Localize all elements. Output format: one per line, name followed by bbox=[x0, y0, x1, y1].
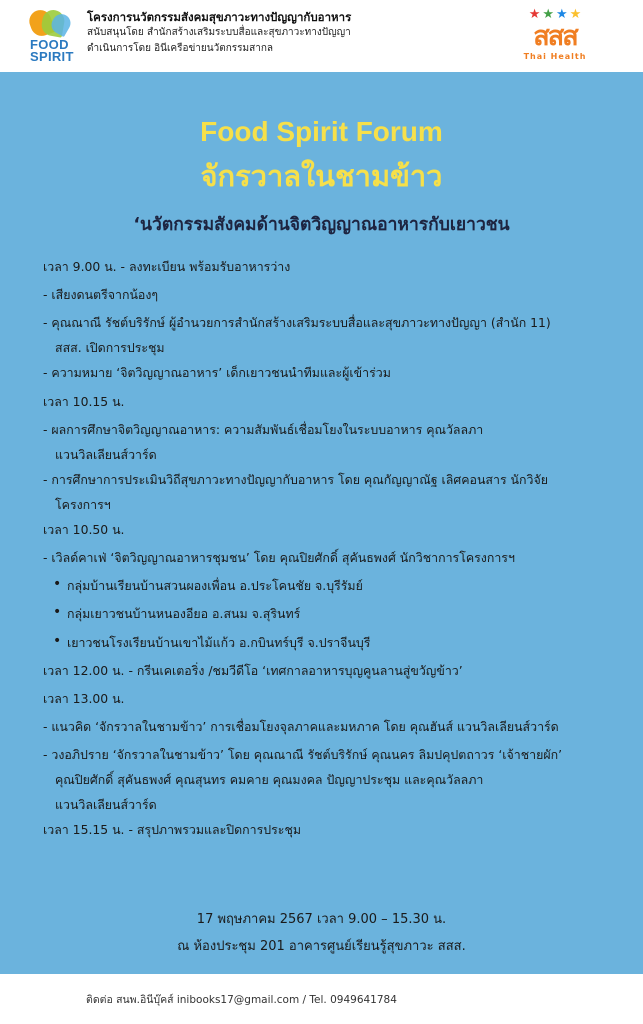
star-icon: ★ bbox=[569, 7, 582, 22]
agenda-text-cont: แวนวิลเลียนส์วาร์ด bbox=[55, 797, 157, 813]
logo-word-spirit: SPIRIT bbox=[30, 49, 74, 64]
agenda-item bbox=[43, 416, 633, 466]
agenda-item: - เสียงดนตรีจากน้องๆ bbox=[43, 287, 159, 303]
event-subtitle: ‘นวัตกรรมสังคมด้านจิตวิญญาณอาหารกับเยาวชน bbox=[133, 215, 510, 235]
supporter-line: สนับสนุนโดย สำนักสร้างเสริมระบบสื่อและสุขภาวะทางปัญญา bbox=[87, 27, 351, 38]
agenda-list bbox=[43, 253, 633, 844]
agenda-item: - แนวคิด ‘จักรวาลในชามข้าว’ การเชื่อมโยงจุลภาคและมหภาค โดย คุณฮันส์ แวนวิลเลียนส์วาร์ด bbox=[43, 719, 559, 735]
agenda-text-cont: โครงการฯ bbox=[55, 496, 111, 512]
agenda-text: - การศึกษาการประเมินวิถีสุขภาวะทางปัญญากับอาหาร โดย คุณกัญญาณัฐ เลิศคอนสาร นักวิจัย bbox=[43, 471, 548, 487]
contact-bar bbox=[0, 974, 643, 1024]
agenda-item: เวลา 12.00 น. - กรีนเคเตอริ่ง /ชมวีดีโอ ‘เทศกาลอาหารบุญคูนลานสู่ขวัญข้าว’ bbox=[43, 662, 463, 678]
agenda-text: - วงอภิปราย ‘จักรวาลในชามข้าว’ โดย คุณณาณี รัชต์บริรักษ์ คุณนคร ลิมปคุปตถาวร ‘เจ้าชายผัก’ bbox=[43, 747, 563, 763]
agenda-bullet: • เยาวชนโรงเรียนบ้านเขาไม้แก้ว อ.กบินทร์บุรี จ.ปราจีนบุรี bbox=[43, 629, 633, 657]
agenda-time: เวลา 13.00 น. bbox=[43, 690, 125, 706]
header-text bbox=[87, 9, 417, 57]
thaihealth-mark: สสส bbox=[533, 21, 577, 52]
agenda-text: - ผลการศึกษาจิตวิญญาณอาหาร: ความสัมพันธ์เชื่อมโยงในระบบอาหาร คุณวัลลภา bbox=[43, 421, 484, 437]
event-venue: ณ ห้องประชุม 201 อาคารศูนย์เรียนรู้สุขภาวะ สสส. bbox=[177, 939, 466, 954]
star-icon: ★ bbox=[528, 7, 541, 22]
agenda-bullet: • กลุ่มเยาวชนบ้านหนองอียอ อ.สนม จ.สุรินทร์ bbox=[43, 600, 633, 628]
agenda-item bbox=[43, 466, 633, 516]
star-icon: ★ bbox=[556, 7, 568, 22]
thaihealth-sub: Thai Health bbox=[523, 52, 587, 61]
project-name: โครงการนวัตกรรมสังคมสุขภาวะทางปัญญากับอาหาร bbox=[87, 10, 352, 24]
thaihealth-logo bbox=[512, 8, 598, 66]
contact-info: ติดต่อ สนพ.อินีบุ๊คส์ inibooks17@gmail.com / Tel. 0949641784 bbox=[86, 994, 397, 1006]
agenda-item bbox=[43, 309, 633, 359]
event-panel bbox=[0, 72, 643, 974]
agenda-text-cont: คุณปิยศักดิ์ สุคันธพงศ์ คุณสุนทร คมคาย คุณมงคล ปัญญาประชุม และคุณวัลลภา bbox=[55, 772, 484, 788]
event-date: 17 พฤษภาคม 2567 เวลา 9.00 – 15.30 น. bbox=[196, 912, 447, 927]
event-date-venue bbox=[0, 906, 643, 960]
agenda-item bbox=[43, 741, 633, 816]
agenda-text: - คุณณาณี รัชต์บริรักษ์ ผู้อำนวยการสำนักสร้างเสริมระบบสื่อและสุขภาวะทางปัญญา (สำนัก 11) bbox=[43, 315, 551, 331]
agenda-time: เวลา 10.50 น. bbox=[43, 521, 125, 537]
star-icon: ★ bbox=[542, 7, 554, 22]
agenda-text-cont: สสส. เปิดการประชุม bbox=[55, 340, 165, 356]
agenda-bullet: • กลุ่มบ้านเรียนบ้านสวนผองเพื่อน อ.ประโคนชัย จ.บุรีรัมย์ bbox=[43, 572, 633, 600]
logo-word-food: FOOD bbox=[30, 37, 69, 52]
agenda-item: เวลา 15.15 น. - สรุปภาพรวมและปิดการประชุม bbox=[43, 822, 302, 838]
event-title-en: Food Spirit Forum bbox=[200, 116, 443, 147]
agenda-item: - เวิลด์คาเฟ่ ‘จิตวิญญาณอาหารชุมชน’ โดย คุณปิยศักดิ์ สุคันธพงศ์ นักวิชาการโครงการฯ bbox=[43, 549, 515, 565]
event-title-th: จักรวาลในชามข้าว bbox=[200, 159, 443, 193]
agenda-item: เวลา 9.00 น. - ลงทะเบียน พร้อมรับอาหารว่าง bbox=[43, 259, 291, 274]
agenda-item: - ความหมาย ‘จิตวิญญาณอาหาร’ เด็กเยาวชนนำทีมและผู้เข้าร่วม bbox=[43, 365, 391, 381]
agenda-text-cont: แวนวิลเลียนส์วาร์ด bbox=[55, 446, 157, 462]
header-bar bbox=[0, 0, 643, 72]
stars-row bbox=[512, 8, 598, 22]
organizer-line: ดำเนินการโดย อินีเครือข่ายนวัตกรรมสากล bbox=[87, 43, 274, 54]
food-spirit-logo bbox=[30, 8, 76, 64]
agenda-time: เวลา 10.15 น. bbox=[43, 393, 125, 409]
